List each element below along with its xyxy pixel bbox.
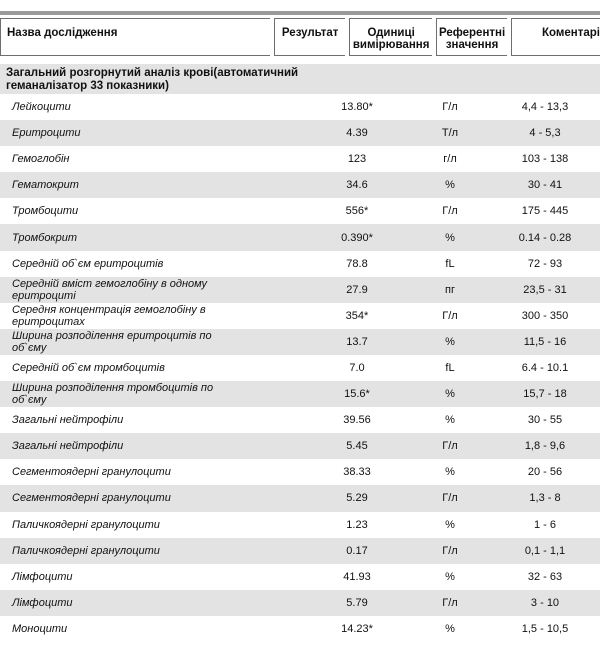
test-name-line1: Паличкоядерні гранулоцити xyxy=(12,544,160,557)
test-result: 123 xyxy=(347,153,367,166)
test-name xyxy=(0,414,312,426)
test-reference: 3 - 10 xyxy=(530,596,560,609)
test-name xyxy=(0,571,312,583)
table-row xyxy=(0,538,600,564)
table-row xyxy=(0,407,600,433)
test-result: 1.23 xyxy=(346,518,368,531)
table-row xyxy=(0,224,600,250)
test-reference: 103 - 138 xyxy=(521,153,569,166)
test-reference: 1 - 6 xyxy=(533,518,556,531)
test-name xyxy=(0,466,312,478)
test-reference: 15,7 - 18 xyxy=(523,388,567,401)
results-rows xyxy=(0,94,600,642)
test-unit: Г/л xyxy=(442,440,458,453)
test-unit: пг xyxy=(445,283,455,296)
test-result: 0.390* xyxy=(341,231,373,244)
section-title-line1: Загальний розгорнутий аналіз крові(автоматичний xyxy=(6,67,299,79)
test-name xyxy=(0,362,312,374)
test-unit: fL xyxy=(445,361,455,374)
test-result: 5.79 xyxy=(346,596,368,609)
test-name-line1: Середній об`єм тромбоцитів xyxy=(12,361,165,374)
test-unit: % xyxy=(445,388,455,401)
test-result: 7.0 xyxy=(349,361,365,374)
test-name-line1: Середній вміст гемоглобіну в одному xyxy=(12,277,208,290)
section-title xyxy=(0,64,600,94)
test-name-line1: Загальні нейтрофіли xyxy=(12,440,124,453)
test-name-line1: Ширина розподілення тромбоцитів по xyxy=(12,382,214,395)
section-title-line2: геманалізатор 33 показники) xyxy=(6,80,169,92)
header-comment: Коментарі xyxy=(511,18,600,56)
test-result: 78.8 xyxy=(346,257,368,270)
test-unit: Г/л xyxy=(442,205,458,218)
test-name-line1: Сегментоядерні гранулоцити xyxy=(12,492,171,505)
test-name xyxy=(0,382,312,406)
test-reference: 1,8 - 9,6 xyxy=(524,440,566,453)
header-units xyxy=(349,18,432,56)
test-unit: г/л xyxy=(443,153,457,166)
test-name xyxy=(0,232,312,244)
test-result: 5.29 xyxy=(346,492,368,505)
test-reference: 1,3 - 8 xyxy=(529,492,561,505)
test-result: 41.93 xyxy=(343,570,371,583)
test-reference: 23,5 - 31 xyxy=(523,283,567,296)
test-unit: Г/л xyxy=(442,492,458,505)
test-result: 27.9 xyxy=(346,283,368,296)
header-reference-line2: значення xyxy=(445,39,499,51)
test-unit: Г/л xyxy=(442,101,458,114)
test-unit: fL xyxy=(445,257,455,270)
test-unit: % xyxy=(445,622,455,635)
test-name-line2: об`єму xyxy=(12,394,47,407)
table-row xyxy=(0,120,600,146)
test-name-line1: Сегментоядерні гранулоцити xyxy=(12,466,171,479)
test-unit: Г/л xyxy=(442,596,458,609)
test-reference: 11,5 - 16 xyxy=(523,335,567,348)
test-name xyxy=(0,153,312,165)
test-name xyxy=(0,440,312,452)
table-row xyxy=(0,355,600,381)
test-result: 556* xyxy=(345,205,369,218)
test-result: 38.33 xyxy=(343,466,371,479)
test-unit: % xyxy=(445,335,455,348)
test-result: 13.80* xyxy=(341,101,373,114)
test-name-line1: Гемоглобін xyxy=(12,153,70,166)
test-result: 39.56 xyxy=(343,414,371,427)
test-result: 34.6 xyxy=(346,179,368,192)
test-name-line1: Загальні нейтрофіли xyxy=(12,414,124,427)
test-name-line2: еритроциті xyxy=(12,289,76,302)
test-unit: % xyxy=(445,518,455,531)
test-reference: 4 - 5,3 xyxy=(529,127,561,140)
test-name xyxy=(0,545,312,557)
table-row xyxy=(0,433,600,459)
test-name xyxy=(0,127,312,139)
test-name xyxy=(0,519,312,531)
table-row xyxy=(0,198,600,224)
table-header xyxy=(0,18,600,56)
test-reference: 0.14 - 0.28 xyxy=(518,231,572,244)
test-reference: 300 - 350 xyxy=(521,309,569,322)
table-row xyxy=(0,512,600,538)
test-name-line1: Моноцити xyxy=(12,622,68,635)
header-name: Назва дослідження xyxy=(0,18,270,56)
test-name-line2: об`єму xyxy=(12,341,47,354)
test-name-line1: Гематокрит xyxy=(12,179,79,192)
test-result: 5.45 xyxy=(346,440,368,453)
test-name-line2: еритроцитах xyxy=(12,315,85,328)
table-row xyxy=(0,251,600,277)
table-row xyxy=(0,459,600,485)
header-result: Результат xyxy=(274,18,345,56)
test-name xyxy=(0,597,312,609)
test-name-line1: Середня концентрація гемоглобіну в xyxy=(12,303,206,316)
test-name-line1: Тромбоцити xyxy=(12,205,79,218)
test-reference: 30 - 55 xyxy=(527,414,563,427)
test-name xyxy=(0,258,312,270)
table-row xyxy=(0,303,600,329)
test-name xyxy=(0,623,312,635)
table-row xyxy=(0,381,600,407)
top-divider xyxy=(0,11,600,15)
test-name xyxy=(0,101,312,113)
test-name-line1: Середній об`єм еритроцитів xyxy=(12,257,164,270)
test-reference: 0,1 - 1,1 xyxy=(524,544,566,557)
test-name-line1: Ширина розподілення еритроцитів по xyxy=(12,329,212,342)
test-name-line1: Тромбокрит xyxy=(12,231,78,244)
test-reference: 20 - 56 xyxy=(527,466,563,479)
test-unit: Т/л xyxy=(441,127,459,140)
header-units-line1: Одиниці xyxy=(367,27,415,39)
test-result: 4.39 xyxy=(346,127,368,140)
test-result: 15.6* xyxy=(344,388,370,401)
test-reference: 175 - 445 xyxy=(521,205,569,218)
table-row xyxy=(0,616,600,642)
table-row xyxy=(0,564,600,590)
table-row xyxy=(0,590,600,616)
test-unit: % xyxy=(445,570,455,583)
test-unit: Г/л xyxy=(442,544,458,557)
test-reference: 1,5 - 10,5 xyxy=(521,622,569,635)
test-result: 14.23* xyxy=(341,622,373,635)
test-name xyxy=(0,278,312,302)
test-name-line1: Лейкоцити xyxy=(12,101,71,114)
table-row xyxy=(0,172,600,198)
header-reference xyxy=(436,18,507,56)
test-name xyxy=(0,179,312,191)
test-name-line1: Лімфоцити xyxy=(12,570,73,583)
test-unit: % xyxy=(445,414,455,427)
test-unit: % xyxy=(445,466,455,479)
test-name-line1: Паличкоядерні гранулоцити xyxy=(12,518,160,531)
test-unit: % xyxy=(445,231,455,244)
test-reference: 4,4 - 13,3 xyxy=(521,101,569,114)
test-unit: % xyxy=(445,179,455,192)
test-reference: 6.4 - 10.1 xyxy=(521,361,569,374)
table-row xyxy=(0,94,600,120)
test-reference: 72 - 93 xyxy=(527,257,563,270)
test-name xyxy=(0,492,312,504)
test-reference: 30 - 41 xyxy=(527,179,563,192)
table-row xyxy=(0,146,600,172)
test-result: 354* xyxy=(345,309,369,322)
test-name xyxy=(0,330,312,354)
results-table xyxy=(0,18,600,642)
header-units-line2: вимірювання xyxy=(352,39,430,51)
table-row xyxy=(0,485,600,511)
table-row xyxy=(0,329,600,355)
test-name-line1: Еритроцити xyxy=(12,127,81,140)
test-reference: 32 - 63 xyxy=(527,570,563,583)
table-row xyxy=(0,277,600,303)
test-result: 13.7 xyxy=(346,335,368,348)
test-name xyxy=(0,304,312,328)
test-result: 0.17 xyxy=(346,544,368,557)
test-unit: Г/л xyxy=(442,309,458,322)
test-name-line1: Лімфоцити xyxy=(12,596,73,609)
test-name xyxy=(0,205,312,217)
header-reference-line1: Референтні xyxy=(438,27,506,39)
